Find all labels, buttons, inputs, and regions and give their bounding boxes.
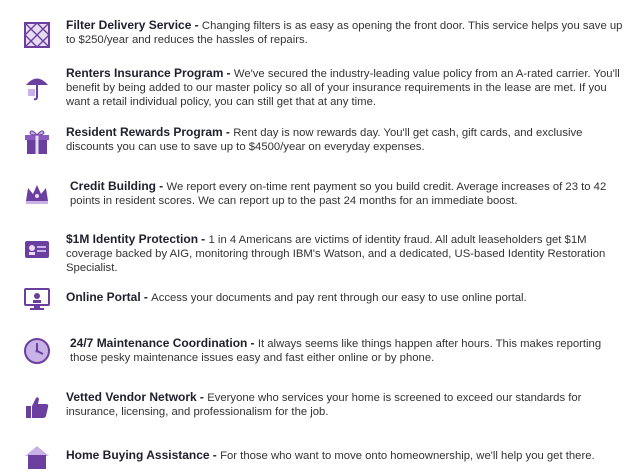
clock-icon <box>22 336 52 366</box>
item-text: Renters Insurance Program - We've secured the industry-leading value policy from an A-rated carrier. You'll benefit by being added to our master policy so all of your insurance requirements in the lease are met. If you want a retail individual policy, you can still get that at any time. <box>66 66 620 109</box>
umbrella-house-icon <box>22 72 52 102</box>
item-title: Credit Building <box>70 179 156 193</box>
item-title: 24/7 Maintenance Coordination <box>70 336 248 350</box>
item-body: 1 in 4 Americans are victims of identity fraud. All adult leaseholders get $1M coverage backed by AIG, monitoring through IBM's Watson, and a dedicated, US-based Identity Restoration Specialist. <box>66 234 606 275</box>
item-body: We report every on-time rent payment so you build credit. Average increases of 23 to 42 points in resident scores. We can report up to the past 24 months for an immediate boost. <box>70 181 607 208</box>
item-title: Filter Delivery Service <box>66 18 192 32</box>
monitor-icon <box>22 284 52 314</box>
item-text: Online Portal - Access your documents and pay rent through our easy to use online portal. <box>66 290 527 304</box>
item-title: Resident Rewards Program <box>66 125 223 139</box>
crown-icon <box>22 179 52 209</box>
id-card-icon <box>22 234 52 264</box>
thumbs-up-icon <box>22 392 52 422</box>
item-title: Renters Insurance Program <box>66 66 224 80</box>
house-icon <box>22 442 52 472</box>
item-body: Access your documents and pay rent through our easy to use online portal. <box>151 292 527 304</box>
item-text: Home Buying Assistance - For those who want to move onto homeownership, we'll help you get there. <box>66 448 595 462</box>
item-text: Filter Delivery Service - Changing filters is as easy as opening the front door. This service helps you save up to $250/year and reduces the hassles of repairs. <box>66 18 623 47</box>
item-title: Vetted Vendor Network <box>66 390 197 404</box>
item-text: 24/7 Maintenance Coordination - It always seems like things happen after hours. This makes reporting those pesky maintenance issues easy and fast either online or by phone. <box>70 336 602 365</box>
item-body: For those who want to move onto homeownership, we'll help you get there. <box>220 450 595 462</box>
item-body: Everyone who services your home is screened to exceed our standards for insurance, licensing, and professionalism for the job. <box>66 392 582 419</box>
item-body: We've secured the industry-leading value policy from an A-rated carrier. You'll benefit by being added to our master policy so all of your insurance requirements in the lease are met. If you want a retail individual policy, you can still get that at any time. <box>66 68 620 109</box>
item-title: $1M Identity Protection <box>66 232 199 246</box>
item-body: Changing filters is as easy as opening the front door. This service helps you save up to $250/year and reduces the hassles of repairs. <box>66 20 623 47</box>
item-title: Online Portal <box>66 290 141 304</box>
item-text: Credit Building - We report every on-time rent payment so you build credit. Average increases of 23 to 42 points in resident scores. We can report up to the past 24 months for an immediate boost. <box>70 179 607 208</box>
filter-grid-icon <box>22 20 52 50</box>
item-text: Vetted Vendor Network - Everyone who services your home is screened to exceed our standards for insurance, licensing, and professionalism for the job. <box>66 390 582 419</box>
item-body: Rent day is now rewards day. You'll get cash, gift cards, and exclusive discounts you can use to save up to $4500/year on everyday expenses. <box>66 127 583 154</box>
gift-icon <box>22 127 52 157</box>
item-body: It always seems like things happen after hours. This makes reporting those pesky maintenance issues easy and fast either online or by phone. <box>70 338 602 365</box>
item-text: Resident Rewards Program - Rent day is now rewards day. You'll get cash, gift cards, and exclusive discounts you can use to save up to $4500/year on everyday expenses. <box>66 125 583 154</box>
item-text: $1M Identity Protection - 1 in 4 Americans are victims of identity fraud. All adult leaseholders get $1M coverage backed by AIG, monitoring through IBM's Watson, and a dedicated, US-based Identity Restoration Specialist. <box>66 232 606 275</box>
item-title: Home Buying Assistance <box>66 448 210 462</box>
